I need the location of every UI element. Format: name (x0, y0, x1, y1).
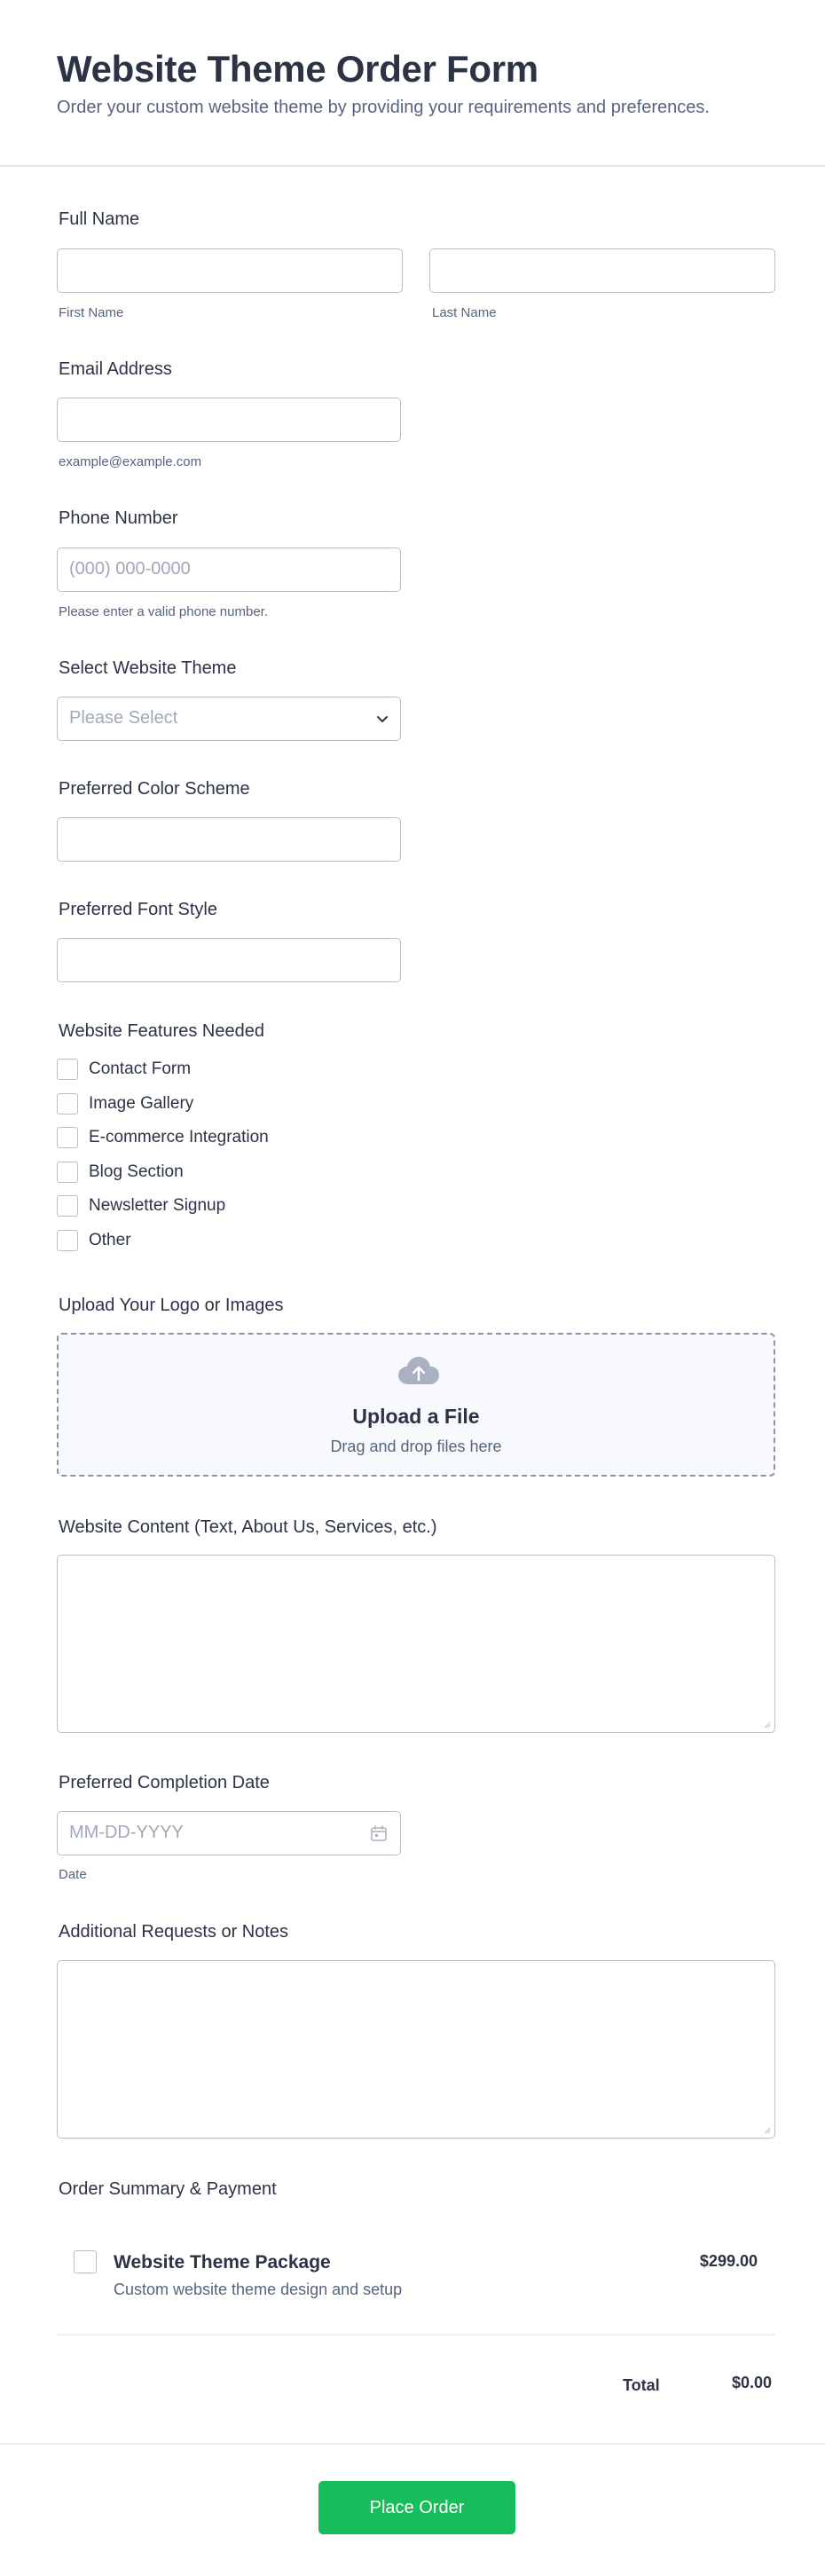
page-title: Website Theme Order Form (57, 48, 538, 90)
checkbox[interactable] (57, 1127, 78, 1148)
date-input[interactable] (57, 1811, 401, 1855)
theme-select-value: Please Select (69, 708, 178, 728)
page-subtitle: Order your custom website theme by providing your requirements and preferences. (57, 98, 710, 117)
date-sublabel: Date (59, 1867, 87, 1882)
font-style-label: Preferred Font Style (59, 900, 217, 919)
feature-option-label: E-commerce Integration (89, 1128, 269, 1146)
email-sublabel: example@example.com (59, 454, 202, 469)
last-name-sublabel: Last Name (432, 305, 497, 320)
place-order-button[interactable]: Place Order (318, 2481, 515, 2534)
chevron-down-icon (375, 712, 389, 726)
full-name-label: Full Name (59, 209, 140, 229)
checkbox[interactable] (57, 1195, 78, 1217)
email-label: Email Address (59, 359, 172, 379)
cloud-upload-icon (397, 1356, 440, 1386)
checkbox[interactable] (57, 1230, 78, 1251)
features-label: Website Features Needed (59, 1021, 264, 1041)
total-label: Total (623, 2376, 660, 2394)
product-description: Custom website theme design and setup (114, 2281, 403, 2298)
notes-textarea[interactable] (57, 1960, 775, 2139)
checkbox[interactable] (57, 1162, 78, 1183)
first-name-sublabel: First Name (59, 305, 124, 320)
feature-option[interactable] (57, 1161, 184, 1184)
phone-label: Phone Number (59, 508, 178, 528)
order-summary-label: Order Summary & Payment (59, 2179, 277, 2199)
email-field[interactable] (57, 398, 401, 442)
notes-label: Additional Requests or Notes (59, 1922, 289, 1942)
upload-label: Upload Your Logo or Images (59, 1296, 284, 1315)
feature-option-label: Contact Form (89, 1060, 192, 1078)
form-footer (0, 2443, 825, 2576)
feature-option[interactable] (57, 1058, 191, 1081)
phone-input[interactable]: (000) 000-0000 (57, 547, 401, 592)
upload-subtitle: Drag and drop files here (330, 1438, 502, 1455)
product-checkbox[interactable] (74, 2250, 97, 2273)
color-scheme-label: Preferred Color Scheme (59, 779, 250, 799)
feature-option[interactable] (57, 1126, 269, 1149)
content-label: Website Content (Text, About Us, Services, etc.) (59, 1517, 437, 1537)
total-value: $0.00 (732, 2374, 773, 2391)
checkbox[interactable] (57, 1059, 78, 1080)
divider (57, 2334, 775, 2336)
feature-option[interactable] (57, 1229, 131, 1252)
color-scheme-input[interactable] (57, 817, 401, 862)
product-item[interactable] (57, 2234, 775, 2336)
completion-date-label: Preferred Completion Date (59, 1773, 270, 1792)
last-name-input[interactable] (429, 248, 775, 293)
calendar-icon[interactable] (370, 1824, 388, 1842)
product-name: Website Theme Package (114, 2252, 331, 2273)
upload-title: Upload a File (352, 1405, 480, 1428)
form-header (0, 0, 825, 167)
feature-option[interactable] (57, 1092, 193, 1115)
phone-sublabel: Please enter a valid phone number. (59, 604, 268, 619)
feature-option-label: Newsletter Signup (89, 1196, 226, 1215)
date-input-placeholder: MM-DD-YYYY (69, 1823, 184, 1842)
first-name-input[interactable] (57, 248, 403, 293)
feature-option-label: Other (89, 1231, 131, 1249)
theme-label: Select Website Theme (59, 658, 237, 678)
feature-option-label: Blog Section (89, 1162, 184, 1181)
feature-option-label: Image Gallery (89, 1094, 194, 1113)
file-upload-dropzone[interactable] (57, 1333, 775, 1477)
content-textarea[interactable] (57, 1555, 775, 1733)
resize-handle-icon[interactable] (764, 1721, 771, 1729)
checkbox[interactable] (57, 1093, 78, 1115)
font-style-input[interactable] (57, 938, 401, 982)
product-price: $299.00 (699, 2252, 758, 2270)
feature-option[interactable] (57, 1194, 225, 1217)
resize-handle-icon[interactable] (764, 2127, 771, 2134)
theme-select[interactable] (57, 697, 401, 741)
